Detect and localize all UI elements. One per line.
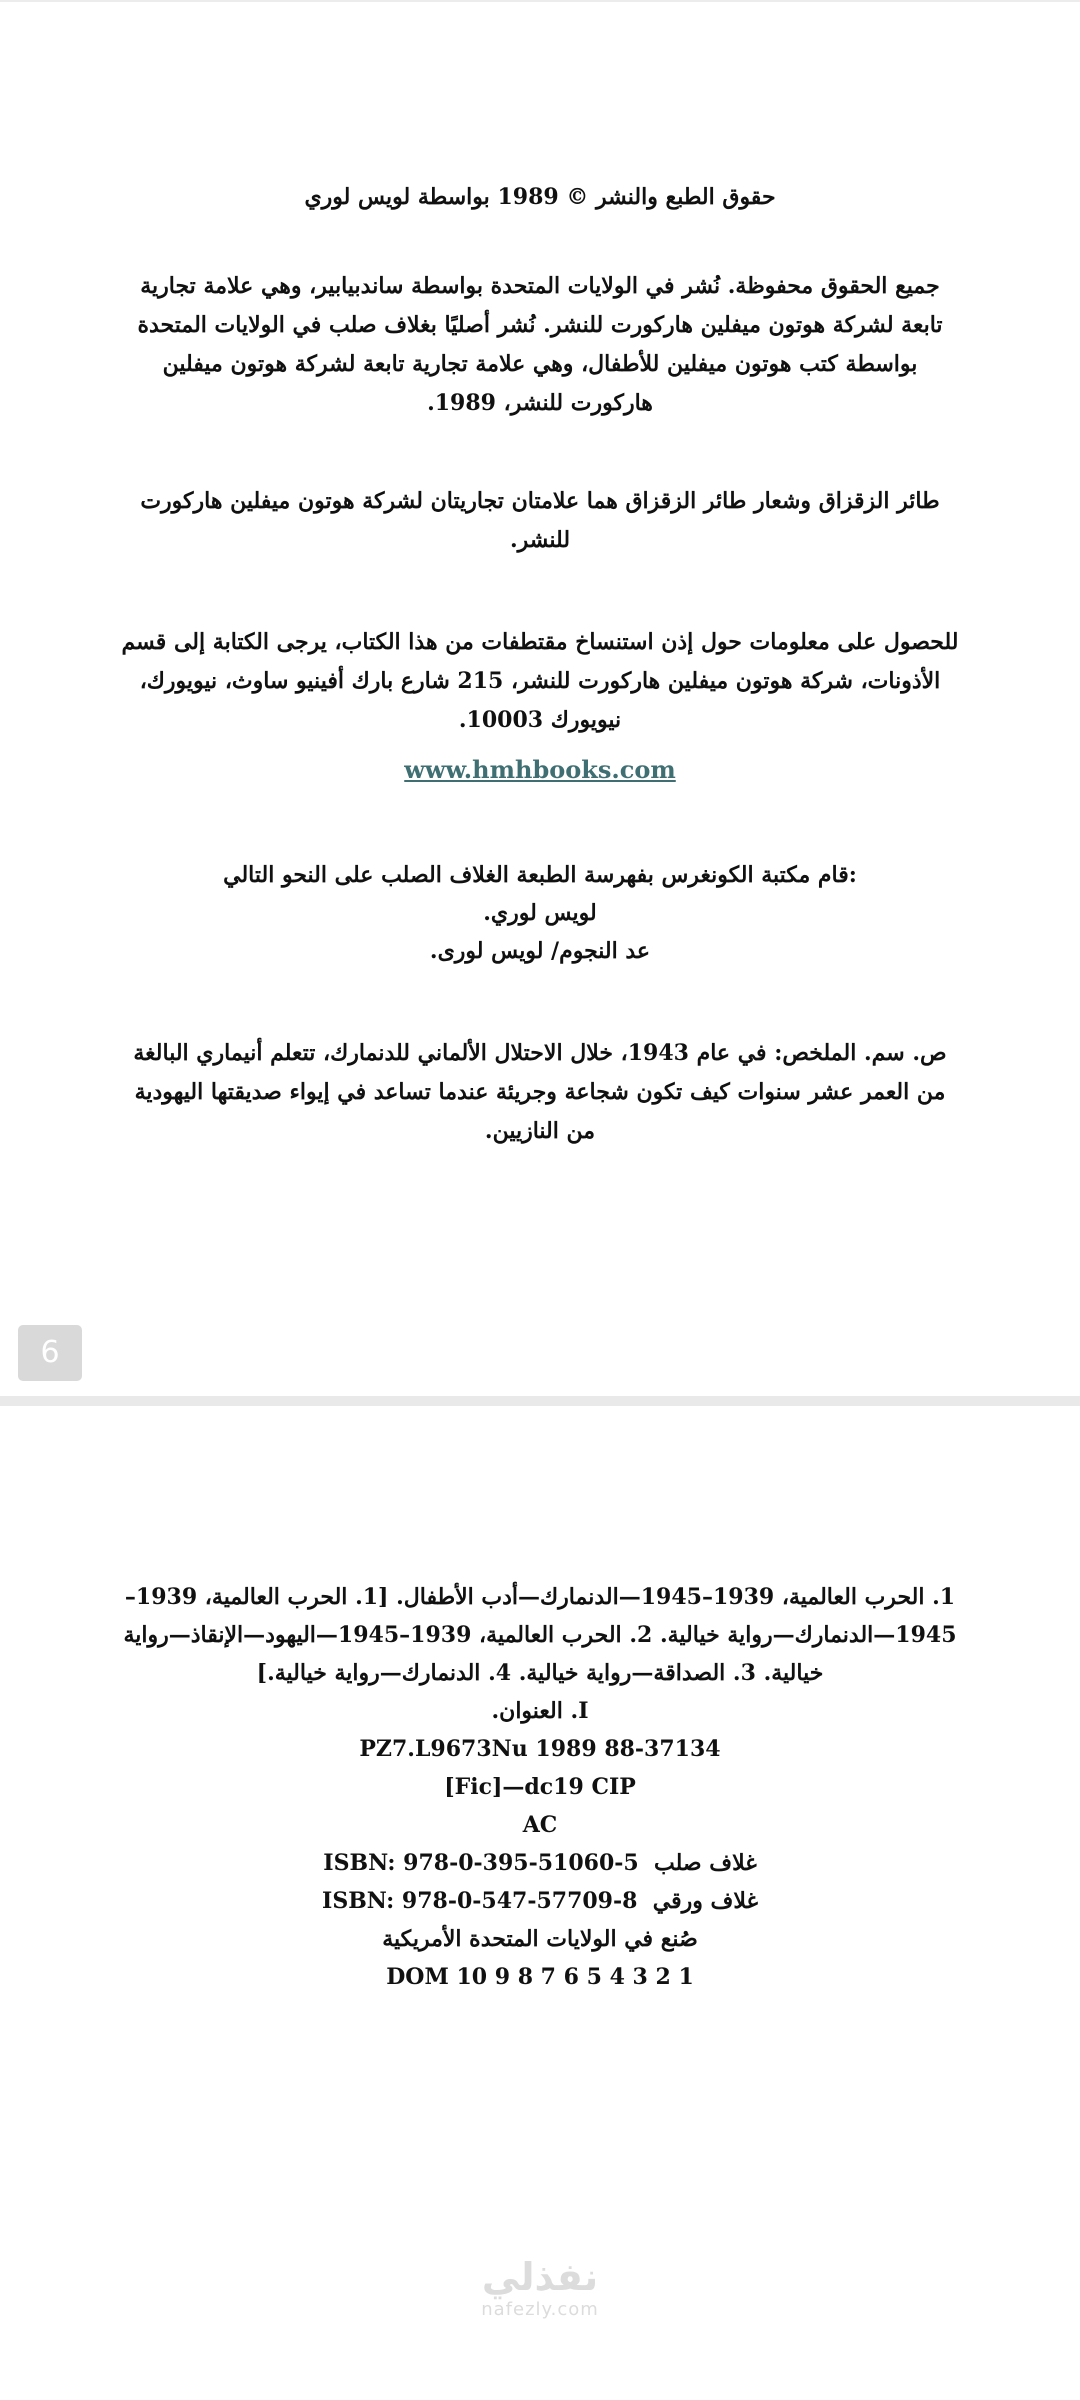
watermark-logo xyxy=(440,2255,640,2321)
watermark-arabic: نفذلي xyxy=(481,2255,599,2299)
print-line: DOM 10 9 8 7 6 5 4 3 2 1 xyxy=(386,1964,694,1990)
cip-intro xyxy=(120,856,960,970)
page-number-badge: 6 xyxy=(18,1325,82,1381)
cip-author-line: لويس لوري. xyxy=(483,900,597,926)
cip-intro-line: :قام مكتبة الكونغرس بفهرسة الطبعة الغلاف الصلب على النحو التالي xyxy=(223,862,857,888)
isbn-paperback xyxy=(110,1882,970,1920)
copyright-line: حقوق الطبع والنشر © 1989 بواسطة لويس لوري xyxy=(304,184,776,210)
subject-headings: 1. الحرب العالمية، 1939–1945—الدنمارك—أدب الأطفال. [1. الحرب العالمية، 1939–1945—الدنمارك—رواية خيالية. 2. الحرب العالمية، 1939–1945—اليهود—الإنقاذ—رواية خيالية. 3. الصداقة—رواية خيالية. 4. الدنمارك—رواية خيالية.] xyxy=(123,1584,957,1686)
call-number: PZ7.L9673Nu 1989 88-37134 xyxy=(359,1736,721,1762)
permissions-paragraph: للحصول على معلومات حول إذن استنساخ مقتطفات من هذا الكتاب، يرجى الكتابة إلى قسم الأذونات، شركة هوتون ميفلين هاركورت للنشر، 215 شارع بارك أفينيو ساوث، نيويورك، نيويورك 10003. xyxy=(121,629,959,733)
cip-title-line: عد النجوم/ لويس لورى. xyxy=(429,938,651,964)
trademark-paragraph: طائر الزقزاق وشعار طائر الزقزاق هما علامتان تجاريتان لشركة هوتون ميفلين هاركورت للنشر. xyxy=(140,488,940,553)
isbn-hardcover-number: ISBN: 978-0-395-51060-5 xyxy=(323,1850,639,1876)
cip-data-block xyxy=(110,1578,970,1996)
page-divider xyxy=(0,1396,1080,1406)
watermark-latin: nafezly.com xyxy=(481,2299,599,2320)
website-link[interactable]: www.hmhbooks.com xyxy=(404,755,676,784)
summary-paragraph: ص. سم. الملخص: في عام 1943، خلال الاحتلال الألماني للدنمارك، تتعلم أنيماري البالغة من العمر عشر سنوات كيف تكون شجاعة وجريئة عندما تساعد في إيواء صديقتها اليهودية من النازيين. xyxy=(133,1040,947,1144)
ac-line: AC xyxy=(522,1812,558,1838)
rights-paragraph: جميع الحقوق محفوظة. نُشر في الولايات المتحدة بواسطة ساندبيابير، وهي علامة تجارية تابعة لشركة هوتون ميفلين هاركورت للنشر. نُشر أصليًا بغلاف صلب في الولايات المتحدة بواسطة كتب هوتون ميفلين للأطفال، وهي علامة تجارية تابعة لشركة هوتون ميفلين هاركورت للنشر، 1989. xyxy=(137,273,943,416)
isbn-hardcover-label: غلاف صلب xyxy=(654,1850,757,1876)
isbn-paperback-number: ISBN: 978-0-547-57709-8 xyxy=(322,1888,638,1914)
title-entry: I. العنوان. xyxy=(491,1698,589,1724)
made-in-line: صُنع في الولايات المتحدة الأمريكية xyxy=(382,1926,698,1952)
isbn-paperback-label: غلاف ورقي xyxy=(652,1888,758,1914)
dewey-line: [Fic]—dc19 CIP xyxy=(444,1774,636,1800)
isbn-hardcover xyxy=(110,1844,970,1882)
